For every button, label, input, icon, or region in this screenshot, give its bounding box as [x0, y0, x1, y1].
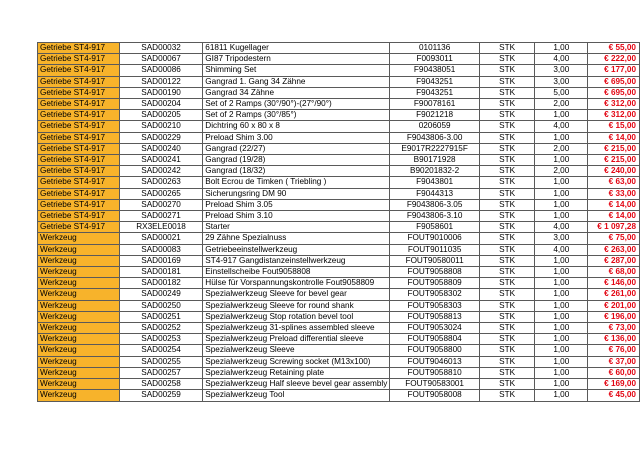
cell-price[interactable]: € 177,00: [588, 65, 640, 76]
cell-category[interactable]: Werkzeug: [38, 233, 120, 244]
cell-price[interactable]: € 222,00: [588, 54, 640, 65]
cell-reference[interactable]: F9043251: [390, 87, 480, 98]
cell-quantity[interactable]: 1,00: [535, 345, 588, 356]
table-row: [38, 143, 640, 154]
cell-item-code[interactable]: SAD00250: [119, 300, 203, 311]
cell-description[interactable]: Spezialwerkzeug Half sleeve bevel gear assembly: [203, 379, 390, 390]
table-row: [38, 65, 640, 76]
table-row: [38, 166, 640, 177]
cell-category[interactable]: Werkzeug: [38, 367, 120, 378]
cell-item-code[interactable]: SAD00240: [119, 143, 203, 154]
cell-description[interactable]: Spezialwerkzeug Sleeve for bevel gear: [203, 289, 390, 300]
cell-item-code[interactable]: SAD00190: [119, 87, 203, 98]
cell-price[interactable]: € 73,00: [588, 323, 640, 334]
table-row: [38, 255, 640, 266]
cell-price[interactable]: € 146,00: [588, 278, 640, 289]
cell-unit[interactable]: STK: [479, 110, 534, 121]
cell-unit[interactable]: STK: [479, 345, 534, 356]
cell-price[interactable]: € 45,00: [588, 390, 640, 401]
cell-item-code[interactable]: SAD00169: [119, 255, 203, 266]
cell-quantity[interactable]: 1,00: [535, 132, 588, 143]
cell-reference[interactable]: FOUT9058302: [390, 289, 480, 300]
cell-description[interactable]: Preload Shim 3.05: [203, 199, 390, 210]
table-row: [38, 390, 640, 401]
cell-description[interactable]: Spezialwerkzeug Sleeve: [203, 345, 390, 356]
cell-quantity[interactable]: 1,00: [535, 289, 588, 300]
cell-category[interactable]: Getriebe ST4-917: [38, 132, 120, 143]
cell-unit[interactable]: STK: [479, 155, 534, 166]
cell-price[interactable]: € 60,00: [588, 367, 640, 378]
cell-item-code[interactable]: SAD00229: [119, 132, 203, 143]
cell-category[interactable]: Getriebe ST4-917: [38, 199, 120, 210]
cell-item-code[interactable]: SAD00021: [119, 233, 203, 244]
cell-item-code[interactable]: SAD00253: [119, 334, 203, 345]
cell-category[interactable]: Getriebe ST4-917: [38, 155, 120, 166]
cell-category[interactable]: Werkzeug: [38, 345, 120, 356]
cell-description[interactable]: Gangrad 34 Zähne: [203, 87, 390, 98]
cell-reference[interactable]: F90078161: [390, 99, 480, 110]
cell-reference[interactable]: E9017R2227915F: [390, 143, 480, 154]
cell-reference[interactable]: FOUT9058303: [390, 300, 480, 311]
cell-quantity[interactable]: 2,00: [535, 143, 588, 154]
cell-category[interactable]: Getriebe ST4-917: [38, 54, 120, 65]
cell-unit[interactable]: STK: [479, 390, 534, 401]
cell-quantity[interactable]: 1,00: [535, 379, 588, 390]
cell-unit[interactable]: STK: [479, 311, 534, 322]
table-row: [38, 199, 640, 210]
table-row: [38, 121, 640, 132]
cell-quantity[interactable]: 1,00: [535, 43, 588, 54]
cell-description[interactable]: Gangrad (19/28): [203, 155, 390, 166]
cell-reference[interactable]: FOUT9058810: [390, 367, 480, 378]
cell-reference[interactable]: F9044313: [390, 188, 480, 199]
table-row: [38, 367, 640, 378]
cell-category[interactable]: Werkzeug: [38, 289, 120, 300]
cell-price[interactable]: € 261,00: [588, 289, 640, 300]
cell-category[interactable]: Werkzeug: [38, 390, 120, 401]
cell-item-code[interactable]: SAD00205: [119, 110, 203, 121]
cell-category[interactable]: Getriebe ST4-917: [38, 188, 120, 199]
cell-item-code[interactable]: SAD00258: [119, 379, 203, 390]
cell-category[interactable]: Werkzeug: [38, 267, 120, 278]
table-row: [38, 311, 640, 322]
table-row: [38, 278, 640, 289]
cell-item-code[interactable]: SAD00257: [119, 367, 203, 378]
cell-item-code[interactable]: SAD00086: [119, 65, 203, 76]
cell-reference[interactable]: B90201832-2: [390, 166, 480, 177]
cell-unit[interactable]: STK: [479, 367, 534, 378]
cell-description[interactable]: Set of 2 Ramps (30°/90°)-(27°/90°): [203, 99, 390, 110]
cell-unit[interactable]: STK: [479, 143, 534, 154]
cell-reference[interactable]: FOUT9058809: [390, 278, 480, 289]
table-row: [38, 54, 640, 65]
cell-quantity[interactable]: 1,00: [535, 323, 588, 334]
cell-item-code[interactable]: SAD00122: [119, 76, 203, 87]
cell-quantity[interactable]: 3,00: [535, 233, 588, 244]
cell-quantity[interactable]: 1,00: [535, 278, 588, 289]
table-row: [38, 233, 640, 244]
cell-unit[interactable]: STK: [479, 43, 534, 54]
cell-quantity[interactable]: 1,00: [535, 110, 588, 121]
cell-quantity[interactable]: 4,00: [535, 121, 588, 132]
cell-reference[interactable]: F9043806-3.05: [390, 199, 480, 210]
cell-quantity[interactable]: 1,00: [535, 367, 588, 378]
cell-description[interactable]: Spezialwerkzeug Preload differential sleeve: [203, 334, 390, 345]
cell-price[interactable]: € 68,00: [588, 267, 640, 278]
cell-reference[interactable]: FOUT90583001: [390, 379, 480, 390]
cell-category[interactable]: Werkzeug: [38, 278, 120, 289]
cell-quantity[interactable]: 1,00: [535, 300, 588, 311]
table-row: [38, 323, 640, 334]
cell-price[interactable]: € 136,00: [588, 334, 640, 345]
cell-reference[interactable]: F9043806-3.10: [390, 211, 480, 222]
parts-price-table: [37, 42, 640, 402]
cell-item-code[interactable]: SAD00270: [119, 199, 203, 210]
cell-item-code[interactable]: SAD00251: [119, 311, 203, 322]
cell-reference[interactable]: F9021218: [390, 110, 480, 121]
cell-quantity[interactable]: 3,00: [535, 65, 588, 76]
cell-quantity[interactable]: 1,00: [535, 211, 588, 222]
cell-unit[interactable]: STK: [479, 65, 534, 76]
cell-item-code[interactable]: SAD00255: [119, 356, 203, 367]
cell-reference[interactable]: FOUT9058804: [390, 334, 480, 345]
table-row: [38, 76, 640, 87]
cell-description[interactable]: Spezialwerkzeug Sleeve for round shank: [203, 300, 390, 311]
cell-category[interactable]: Getriebe ST4-917: [38, 121, 120, 132]
cell-item-code[interactable]: SAD00259: [119, 390, 203, 401]
cell-price[interactable]: € 215,00: [588, 155, 640, 166]
cell-quantity[interactable]: 1,00: [535, 390, 588, 401]
cell-description[interactable]: Spezialwerkzeug Stop rotation bevel tool: [203, 311, 390, 322]
cell-price[interactable]: € 63,00: [588, 177, 640, 188]
cell-category[interactable]: Werkzeug: [38, 255, 120, 266]
cell-price[interactable]: € 312,00: [588, 110, 640, 121]
cell-category[interactable]: Getriebe ST4-917: [38, 143, 120, 154]
cell-reference[interactable]: F9043806-3.00: [390, 132, 480, 143]
cell-category[interactable]: Werkzeug: [38, 356, 120, 367]
cell-unit[interactable]: STK: [479, 211, 534, 222]
cell-unit[interactable]: STK: [479, 76, 534, 87]
cell-category[interactable]: Getriebe ST4-917: [38, 99, 120, 110]
cell-description[interactable]: Preload Shim 3.00: [203, 132, 390, 143]
table-row: [38, 177, 640, 188]
table-row: [38, 356, 640, 367]
cell-category[interactable]: Getriebe ST4-917: [38, 43, 120, 54]
cell-unit[interactable]: STK: [479, 233, 534, 244]
table-row: [38, 155, 640, 166]
cell-unit[interactable]: STK: [479, 199, 534, 210]
cell-quantity[interactable]: 1,00: [535, 334, 588, 345]
table-row: [38, 300, 640, 311]
cell-reference[interactable]: FOUT9058813: [390, 311, 480, 322]
cell-price[interactable]: € 33,00: [588, 188, 640, 199]
cell-price[interactable]: € 196,00: [588, 311, 640, 322]
cell-unit[interactable]: STK: [479, 379, 534, 390]
cell-item-code[interactable]: SAD00241: [119, 155, 203, 166]
cell-description[interactable]: Getriebeeinstellwerkzeug: [203, 244, 390, 255]
cell-reference[interactable]: FOUT9046013: [390, 356, 480, 367]
cell-price[interactable]: € 1 097,28: [588, 222, 640, 233]
cell-price[interactable]: € 215,00: [588, 143, 640, 154]
cell-quantity[interactable]: 1,00: [535, 155, 588, 166]
cell-reference[interactable]: F0093011: [390, 54, 480, 65]
cell-reference[interactable]: FOUT9053024: [390, 323, 480, 334]
table-row: [38, 87, 640, 98]
cell-item-code[interactable]: SAD00242: [119, 166, 203, 177]
cell-quantity[interactable]: 5,00: [535, 87, 588, 98]
cell-item-code[interactable]: SAD00254: [119, 345, 203, 356]
cell-item-code[interactable]: SAD00204: [119, 99, 203, 110]
cell-category[interactable]: Werkzeug: [38, 379, 120, 390]
cell-reference[interactable]: F9058601: [390, 222, 480, 233]
table-row: [38, 110, 640, 121]
cell-quantity[interactable]: 2,00: [535, 166, 588, 177]
cell-price[interactable]: € 287,00: [588, 255, 640, 266]
cell-description[interactable]: Starter: [203, 222, 390, 233]
table-row: [38, 222, 640, 233]
table-row: [38, 334, 640, 345]
cell-item-code[interactable]: RX3ELE0018: [119, 222, 203, 233]
cell-item-code[interactable]: SAD00083: [119, 244, 203, 255]
table-row: [38, 43, 640, 54]
cell-reference[interactable]: FOUT9058008: [390, 390, 480, 401]
cell-item-code[interactable]: SAD00271: [119, 211, 203, 222]
cell-description[interactable]: Gangrad (18/32): [203, 166, 390, 177]
cell-unit[interactable]: STK: [479, 87, 534, 98]
cell-price[interactable]: € 14,00: [588, 211, 640, 222]
cell-quantity[interactable]: 1,00: [535, 311, 588, 322]
cell-reference[interactable]: FOUT9058808: [390, 267, 480, 278]
cell-price[interactable]: € 201,00: [588, 300, 640, 311]
cell-description[interactable]: Spezialwerkzeug Tool: [203, 390, 390, 401]
cell-unit[interactable]: STK: [479, 99, 534, 110]
cell-price[interactable]: € 15,00: [588, 121, 640, 132]
cell-category[interactable]: Werkzeug: [38, 300, 120, 311]
cell-item-code[interactable]: SAD00032: [119, 43, 203, 54]
cell-quantity[interactable]: 1,00: [535, 177, 588, 188]
cell-unit[interactable]: STK: [479, 323, 534, 334]
cell-item-code[interactable]: SAD00263: [119, 177, 203, 188]
cell-price[interactable]: € 695,00: [588, 76, 640, 87]
cell-price[interactable]: € 240,00: [588, 166, 640, 177]
cell-unit[interactable]: STK: [479, 132, 534, 143]
cell-category[interactable]: Getriebe ST4-917: [38, 222, 120, 233]
cell-quantity[interactable]: 1,00: [535, 267, 588, 278]
table-row: [38, 244, 640, 255]
cell-item-code[interactable]: SAD00067: [119, 54, 203, 65]
cell-unit[interactable]: STK: [479, 255, 534, 266]
table-row: [38, 289, 640, 300]
cell-reference[interactable]: F9043251: [390, 76, 480, 87]
cell-reference[interactable]: FOUT9011035: [390, 244, 480, 255]
cell-category[interactable]: Werkzeug: [38, 244, 120, 255]
table-row: [38, 379, 640, 390]
cell-category[interactable]: Getriebe ST4-917: [38, 76, 120, 87]
cell-reference[interactable]: F90438051: [390, 65, 480, 76]
cell-quantity[interactable]: 4,00: [535, 54, 588, 65]
cell-price[interactable]: € 75,00: [588, 233, 640, 244]
cell-unit[interactable]: STK: [479, 300, 534, 311]
cell-description[interactable]: Shimming Set: [203, 65, 390, 76]
cell-description[interactable]: ST4-917 Gangdistanzeinstellwerkzeug: [203, 255, 390, 266]
cell-description[interactable]: Spezialwerkzeug Retaining plate: [203, 367, 390, 378]
cell-item-code[interactable]: SAD00265: [119, 188, 203, 199]
cell-description[interactable]: GI87 Tripodestern: [203, 54, 390, 65]
cell-quantity[interactable]: 2,00: [535, 99, 588, 110]
cell-reference[interactable]: FOUT9058800: [390, 345, 480, 356]
table-row: [38, 188, 640, 199]
cell-unit[interactable]: STK: [479, 188, 534, 199]
cell-quantity[interactable]: 4,00: [535, 222, 588, 233]
cell-price[interactable]: € 55,00: [588, 43, 640, 54]
cell-category[interactable]: Getriebe ST4-917: [38, 177, 120, 188]
cell-description[interactable]: Dichtring 60 x 80 x 8: [203, 121, 390, 132]
cell-price[interactable]: € 14,00: [588, 199, 640, 210]
cell-category[interactable]: Getriebe ST4-917: [38, 65, 120, 76]
cell-item-code[interactable]: SAD00210: [119, 121, 203, 132]
cell-unit[interactable]: STK: [479, 244, 534, 255]
cell-category[interactable]: Werkzeug: [38, 323, 120, 334]
cell-description[interactable]: Sicherungsring DM 90: [203, 188, 390, 199]
cell-reference[interactable]: FOUT90580011: [390, 255, 480, 266]
cell-unit[interactable]: STK: [479, 334, 534, 345]
cell-quantity[interactable]: 1,00: [535, 356, 588, 367]
table-row: [38, 211, 640, 222]
cell-quantity[interactable]: 1,00: [535, 255, 588, 266]
table-row: [38, 99, 640, 110]
cell-price[interactable]: € 695,00: [588, 87, 640, 98]
cell-reference[interactable]: B90171928: [390, 155, 480, 166]
cell-category[interactable]: Getriebe ST4-917: [38, 211, 120, 222]
cell-description[interactable]: 61811 Kugellager: [203, 43, 390, 54]
table-row: [38, 132, 640, 143]
cell-description[interactable]: Spezialwerkzeug Screwing socket (M13x100): [203, 356, 390, 367]
cell-price[interactable]: € 76,00: [588, 345, 640, 356]
table-row: [38, 267, 640, 278]
cell-description[interactable]: Spezialwerkzeug 31-splines assembled sleeve: [203, 323, 390, 334]
cell-description[interactable]: Gangrad 1. Gang 34 Zähne: [203, 76, 390, 87]
cell-price[interactable]: € 14,00: [588, 132, 640, 143]
cell-unit[interactable]: STK: [479, 177, 534, 188]
cell-category[interactable]: Getriebe ST4-917: [38, 87, 120, 98]
cell-reference[interactable]: F9043801: [390, 177, 480, 188]
cell-item-code[interactable]: SAD00181: [119, 267, 203, 278]
cell-description[interactable]: Hülse für Vorspannungskontrolle Fout9058809: [203, 278, 390, 289]
cell-description[interactable]: Bolt Ecrou de Timken ( Triebling ): [203, 177, 390, 188]
cell-unit[interactable]: STK: [479, 289, 534, 300]
cell-item-code[interactable]: SAD00249: [119, 289, 203, 300]
cell-category[interactable]: Getriebe ST4-917: [38, 110, 120, 121]
cell-description[interactable]: Preload Shim 3.10: [203, 211, 390, 222]
cell-reference[interactable]: 0206059: [390, 121, 480, 132]
cell-reference[interactable]: FOUT9010006: [390, 233, 480, 244]
cell-quantity[interactable]: 3,00: [535, 76, 588, 87]
cell-category[interactable]: Werkzeug: [38, 311, 120, 322]
cell-unit[interactable]: STK: [479, 278, 534, 289]
cell-reference[interactable]: 0101136: [390, 43, 480, 54]
cell-unit[interactable]: STK: [479, 356, 534, 367]
cell-quantity[interactable]: 1,00: [535, 188, 588, 199]
cell-unit[interactable]: STK: [479, 267, 534, 278]
cell-description[interactable]: Set of 2 Ramps (30°/85°): [203, 110, 390, 121]
cell-quantity[interactable]: 1,00: [535, 199, 588, 210]
cell-price[interactable]: € 312,00: [588, 99, 640, 110]
cell-item-code[interactable]: SAD00252: [119, 323, 203, 334]
cell-price[interactable]: € 37,00: [588, 356, 640, 367]
cell-description[interactable]: Gangrad (22/27): [203, 143, 390, 154]
cell-description[interactable]: Einstellscheibe Fout9058808: [203, 267, 390, 278]
cell-description[interactable]: 29 Zähne Spezialnuss: [203, 233, 390, 244]
cell-category[interactable]: Werkzeug: [38, 334, 120, 345]
cell-quantity[interactable]: 4,00: [535, 244, 588, 255]
cell-item-code[interactable]: SAD00182: [119, 278, 203, 289]
table-row: [38, 345, 640, 356]
cell-price[interactable]: € 169,00: [588, 379, 640, 390]
cell-category[interactable]: Getriebe ST4-917: [38, 166, 120, 177]
cell-unit[interactable]: STK: [479, 166, 534, 177]
cell-unit[interactable]: STK: [479, 121, 534, 132]
cell-price[interactable]: € 263,00: [588, 244, 640, 255]
cell-unit[interactable]: STK: [479, 222, 534, 233]
cell-unit[interactable]: STK: [479, 54, 534, 65]
